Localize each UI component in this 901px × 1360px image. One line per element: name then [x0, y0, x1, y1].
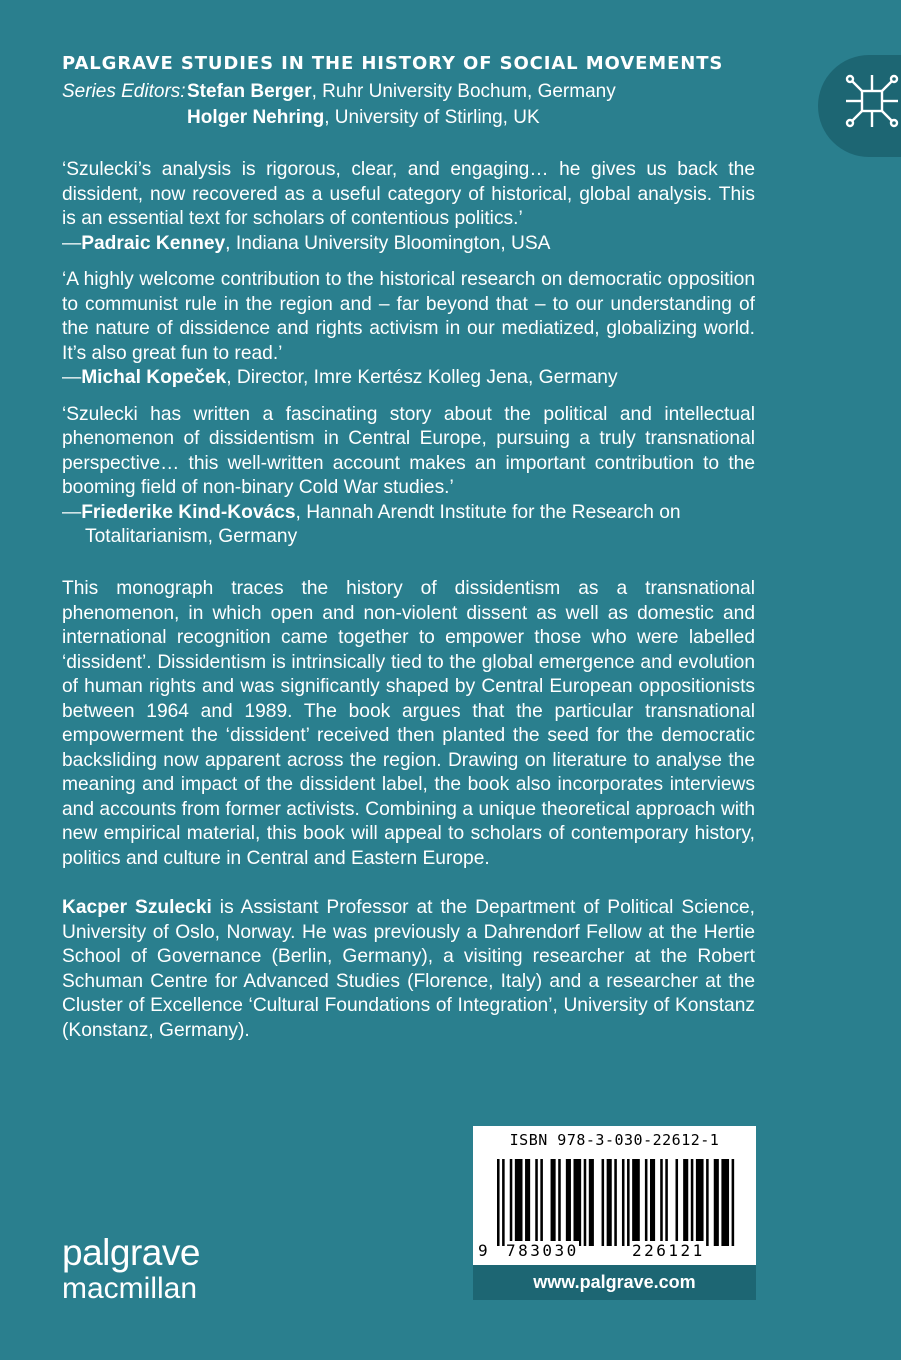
series-editor-row-2 — [62, 105, 616, 131]
series-editor-row-1 — [62, 79, 616, 105]
quote-text: ‘Szulecki has written a fascinating story about the political and intellectual phenomenon of dissidentism in Central Europe, pursuing a truly transnational perspective… this well-written account makes an important contribution to the booming field of non-binary Cold War studies.’ — [62, 403, 755, 498]
barcode-bar — [691, 1159, 694, 1246]
quote-attribution: —Michal Kopeček, Director, Imre Kertész Kolleg Jena, Germany — [62, 367, 618, 388]
barcode-bar — [602, 1159, 605, 1246]
barcode-bar — [566, 1159, 571, 1246]
barcode-bar — [732, 1159, 735, 1246]
barcode-bar — [607, 1159, 612, 1246]
author-bio-text: is Assistant Professor at the Department of Political Science, University of Oslo, Norway. He was previously a Dahrendorf Fellow at the Hertie School of Governance (Berlin, Germany), a visiting researcher at the Robert Schuman Centre for Advanced Studies (Florence, Italy) and a researcher at the Cluster of Excellence ‘Cultural Foundations of Integration’, University of Konstanz (Konstanz, Germany). — [62, 897, 755, 1041]
quote-text: ‘A highly welcome contribution to the historical research on democratic opposition to communist rule in the region and – far beyond that – to our understanding of the nature of dissidence and rights activism in our mediatized, globalizing world. It’s also great fun to read.’ — [62, 269, 755, 364]
barcode-bar — [645, 1159, 648, 1246]
barcode-bar — [584, 1159, 587, 1246]
barcode-bar — [558, 1159, 561, 1246]
barcode-bar — [574, 1159, 582, 1246]
barcode-digits-right: 226121 — [632, 1241, 705, 1260]
barcode-bar — [497, 1159, 500, 1246]
author-bio — [62, 896, 755, 1043]
quote-attribution: —Padraic Kenney, Indiana University Bloomington, USA — [62, 232, 551, 254]
barcode-bar — [696, 1159, 704, 1246]
palgrave-series-badge — [818, 55, 901, 157]
barcode-bar — [502, 1159, 505, 1246]
barcode-bar — [515, 1159, 523, 1246]
barcode-bar — [676, 1159, 679, 1246]
endorsement-quote — [62, 158, 755, 256]
series-editors-label-spacer — [62, 105, 187, 131]
quote-author: Padraic Kenney — [81, 232, 226, 254]
endorsements — [62, 158, 755, 562]
endorsement-quote — [62, 268, 755, 391]
series-editors — [62, 79, 616, 131]
quote-affiliation: , Director, Imre Kertész Kolleg Jena, Germany — [226, 367, 618, 388]
series-editors-label: Series Editors: — [62, 81, 186, 102]
barcode-bar — [540, 1159, 543, 1246]
series-editor-1-name: Stefan Berger — [187, 81, 312, 102]
barcode-bar — [721, 1159, 729, 1246]
palgrave-network-icon — [840, 69, 901, 133]
quote-affiliation: , Hannah Arendt Institute for the Research on Totalitarianism, Germany — [85, 501, 681, 547]
isbn-label: ISBN 978-3-030-22612-1 — [509, 1131, 720, 1149]
barcode-bar — [551, 1159, 556, 1246]
publisher-website[interactable]: www.palgrave.com — [473, 1265, 756, 1300]
barcode-bar — [627, 1159, 630, 1246]
barcode-bar — [665, 1159, 668, 1246]
isbn-barcode — [473, 1126, 756, 1265]
barcode-bar — [535, 1159, 538, 1246]
series-editor-2-name: Holger Nehring — [187, 107, 325, 128]
publisher-logo-line1: palgrave — [62, 1232, 200, 1273]
quote-author: Friederike Kind-Kovács — [81, 501, 296, 523]
barcode-bar — [589, 1159, 594, 1246]
quote-attribution: —Friederike Kind-Kovács, Hannah Arendt Institute for the Research on Totalitarianism, Germany — [62, 501, 681, 547]
barcode-bar — [660, 1159, 663, 1246]
barcode-digits-left: 783030 — [506, 1241, 579, 1260]
barcode-bar — [683, 1159, 688, 1246]
barcode-bar — [706, 1159, 709, 1246]
barcode-bar — [510, 1159, 513, 1246]
endorsement-quote — [62, 403, 755, 550]
publisher-logo — [62, 1234, 200, 1306]
barcode-bar — [622, 1159, 625, 1246]
quote-author: Michal Kopeček — [81, 367, 227, 388]
quote-text: ‘Szulecki’s analysis is rigorous, clear, and engaging… he gives us back the dissident, now recovered as a useful category of historical, global analysis. This is an essential text for scholars of contentious politics.’ — [62, 159, 755, 229]
barcode-bar — [614, 1159, 617, 1246]
series-editor-2-affiliation: , University of Stirling, UK — [324, 107, 540, 128]
barcode-bar — [650, 1159, 655, 1246]
barcode-bar — [525, 1159, 530, 1246]
barcode-bar — [714, 1159, 719, 1246]
series-title: PALGRAVE STUDIES IN THE HISTORY OF SOCIAL MOVEMENTS — [62, 53, 724, 74]
barcode-digit-first: 9 — [478, 1241, 488, 1260]
publisher-logo-line2: macmillan — [62, 1272, 198, 1305]
barcode-bar — [632, 1159, 640, 1246]
series-editor-1-affiliation: , Ruhr University Bochum, Germany — [311, 81, 616, 102]
description-text: This monograph traces the history of dissidentism as a transnational phenomenon, in which open and non-violent dissent as well as domestic and international recognition came together to empower those who were labelled ‘dissident’. Dissidentism is intrinsically tied to the global emergence and evolution of human rights and was significantly shaped by Central European oppositionists between 1964 and 1989. The book argues that the particular transnational empowerment the ‘dissident’ received then planted the seed for the democratic backsliding now apparent across the region. Drawing on literature to analyse the meaning and impact of the dissident label, the book also incorporates interviews and accounts from former activists. Combining a unique theoretical approach with new empirical material, this book will appeal to scholars of contemporary history, politics and culture in Central and Eastern Europe. — [62, 578, 755, 869]
book-description — [62, 577, 755, 871]
author-name: Kacper Szulecki — [62, 897, 212, 918]
quote-affiliation: , Indiana University Bloomington, USA — [225, 232, 551, 254]
